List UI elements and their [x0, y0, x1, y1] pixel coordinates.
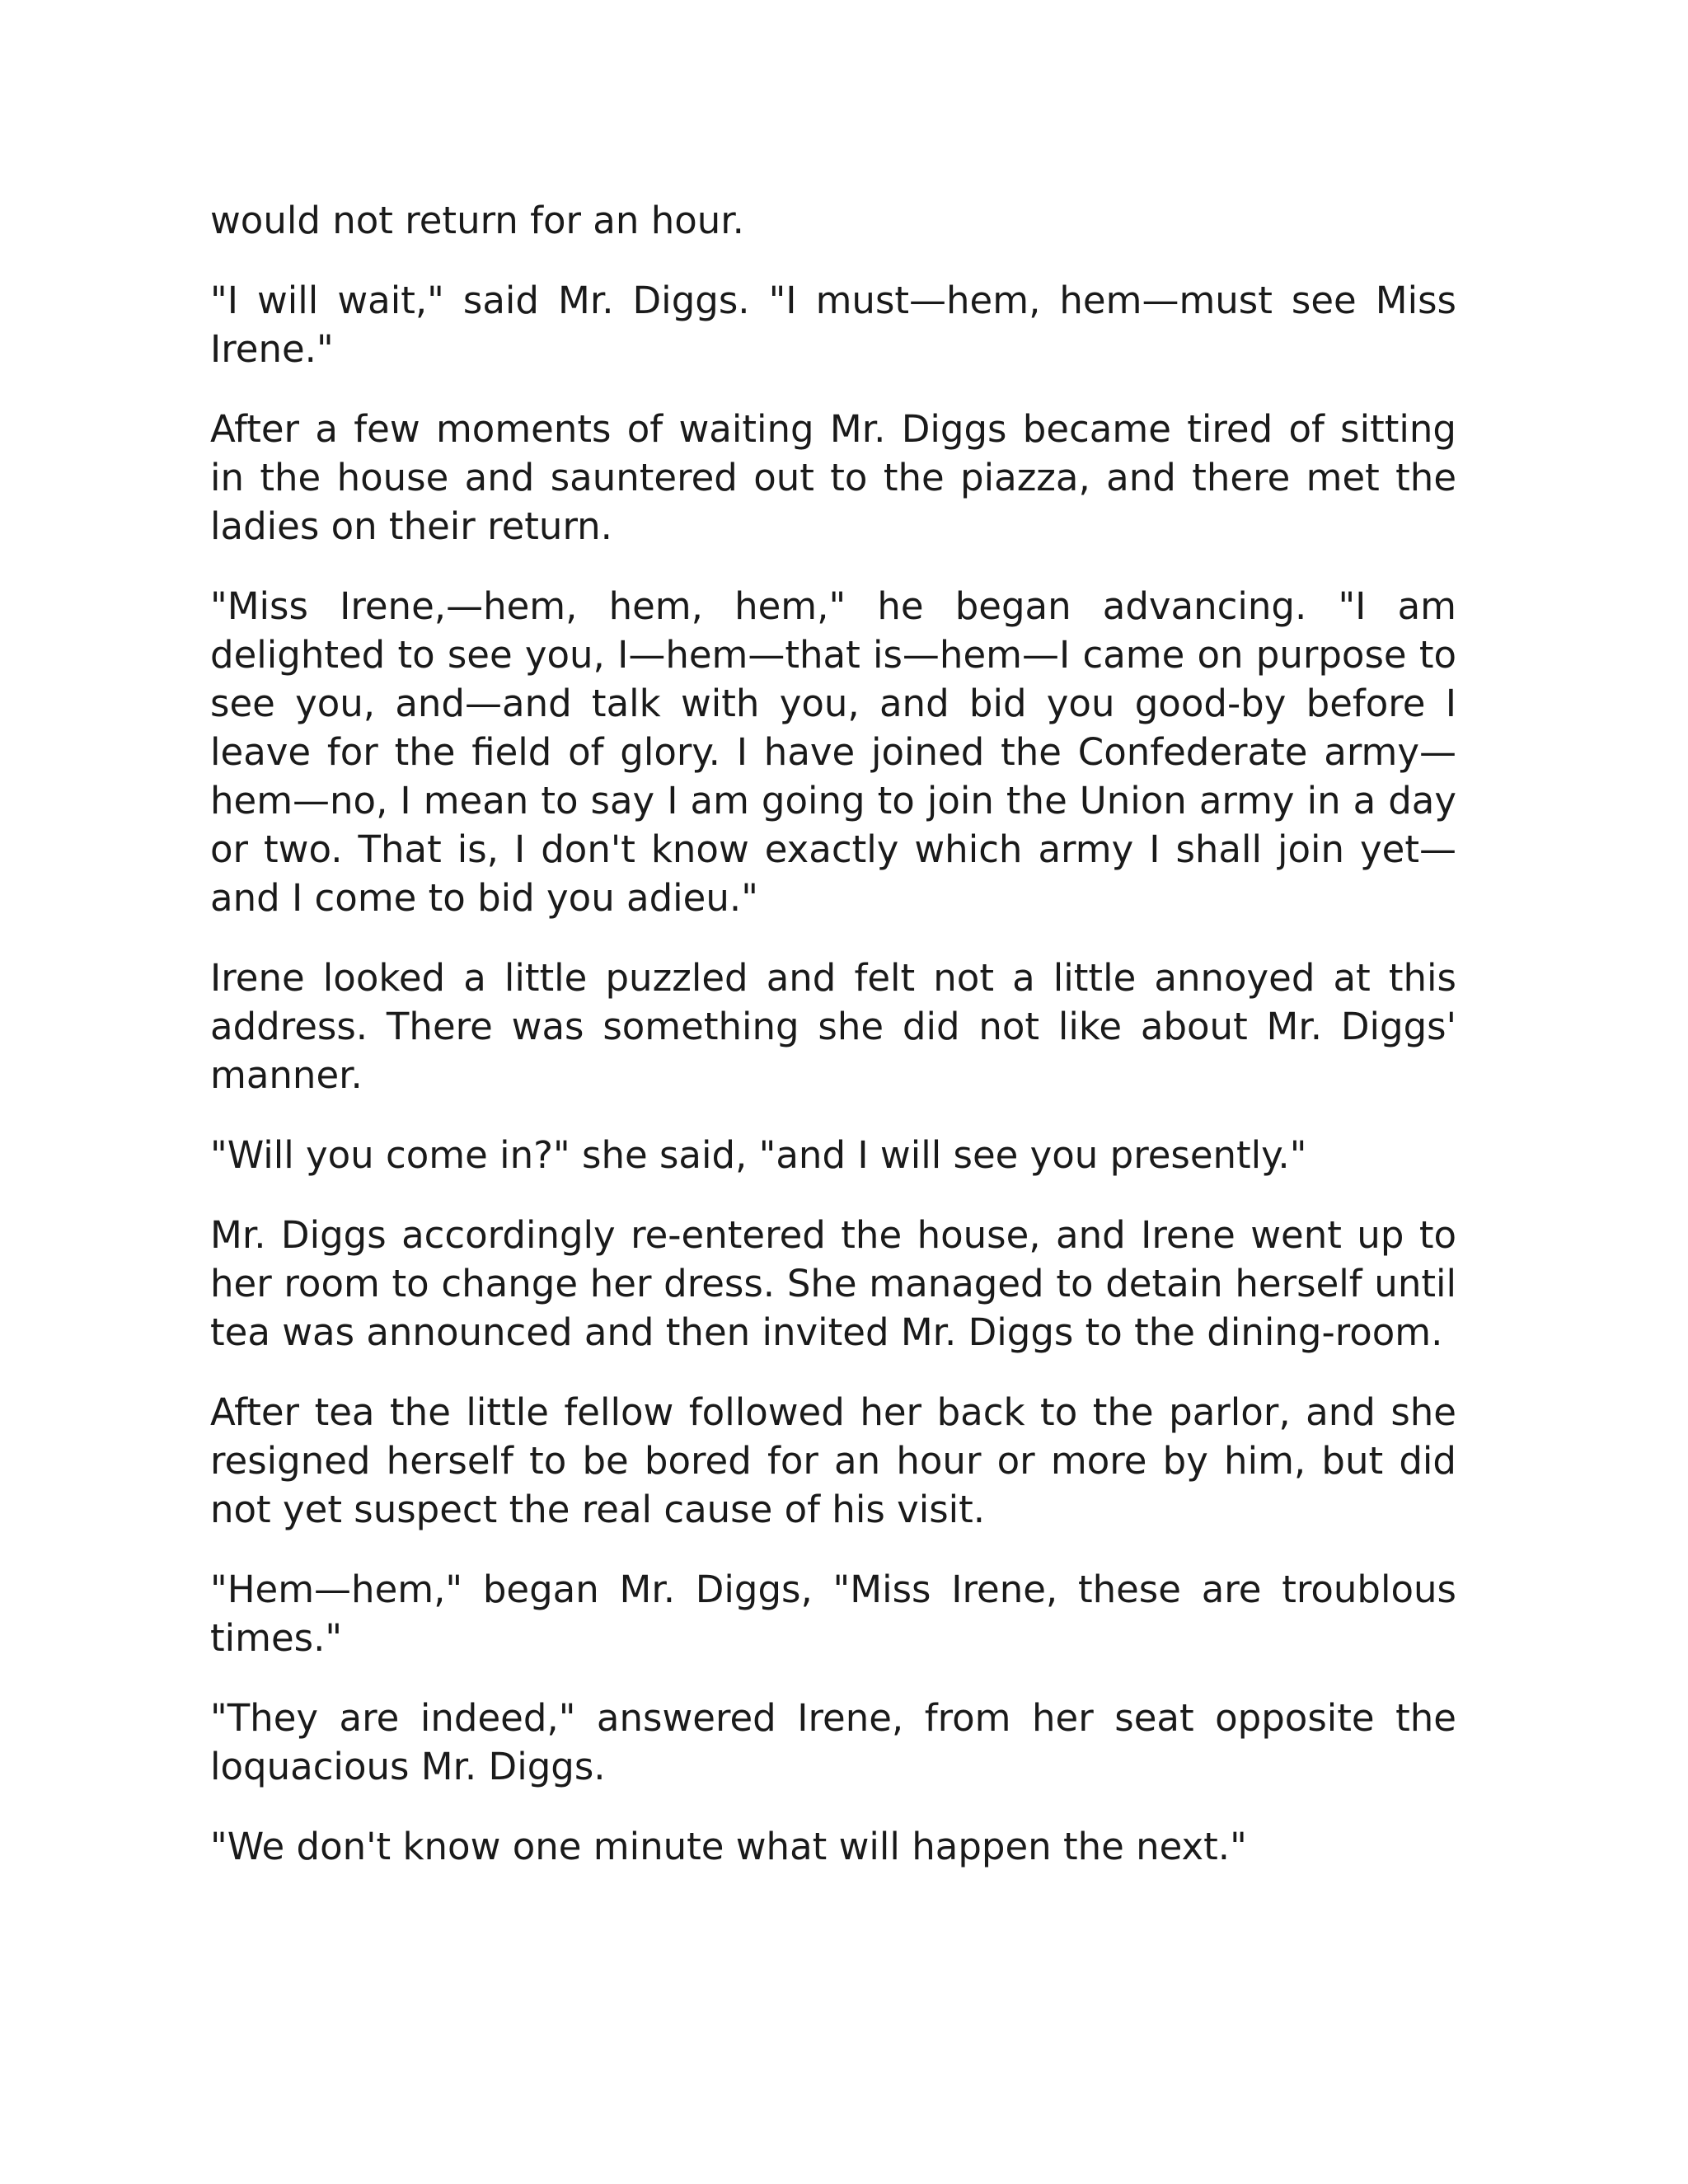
paragraph: Mr. Diggs accordingly re-entered the house, and Irene went up to her room to change her dress. She managed to detain herself until tea was announced and then invited Mr. Diggs to the dining-room.	[210, 1213, 1456, 1354]
paragraph: "Miss Irene,—hem, hem, hem," he began advancing. "I am delighted to see you, I—hem—that is—hem—I came on purpose to see you, and—and talk with you, and bid you good-by before I leave for the field of glory. I have joined the Confederate army—hem—no, I mean to say I am going to join the Union army in a day or two. That is, I don't know exactly which army I shall join yet—and I come to bid you adieu."	[210, 584, 1456, 920]
paragraph: After tea the little fellow followed her back to the parlor, and she resigned herself to be bored for an hour or more by him, but did not yet suspect the real cause of his visit.	[210, 1390, 1456, 1531]
paragraph: would not return for an hour.	[210, 199, 744, 242]
paragraph: "Will you come in?" she said, "and I will see you presently."	[210, 1133, 1307, 1177]
paragraph: "Hem—hem," began Mr. Diggs, "Miss Irene, these are troublous times."	[210, 1568, 1456, 1660]
paragraph: "We don't know one minute what will happen the next."	[210, 1825, 1247, 1868]
paragraph: After a few moments of waiting Mr. Diggs became tired of sitting in the house and sauntered out to the piazza, and there met the ladies on their return.	[210, 407, 1456, 548]
page-body	[210, 196, 1456, 1871]
paragraph: "They are indeed," answered Irene, from her seat opposite the loquacious Mr. Diggs.	[210, 1696, 1456, 1788]
paragraph: Irene looked a little puzzled and felt not a little annoyed at this address. There was something she did not like about Mr. Diggs' manner.	[210, 956, 1456, 1097]
paragraph: "I will wait," said Mr. Diggs. "I must—hem, hem—must see Miss Irene."	[210, 279, 1456, 371]
